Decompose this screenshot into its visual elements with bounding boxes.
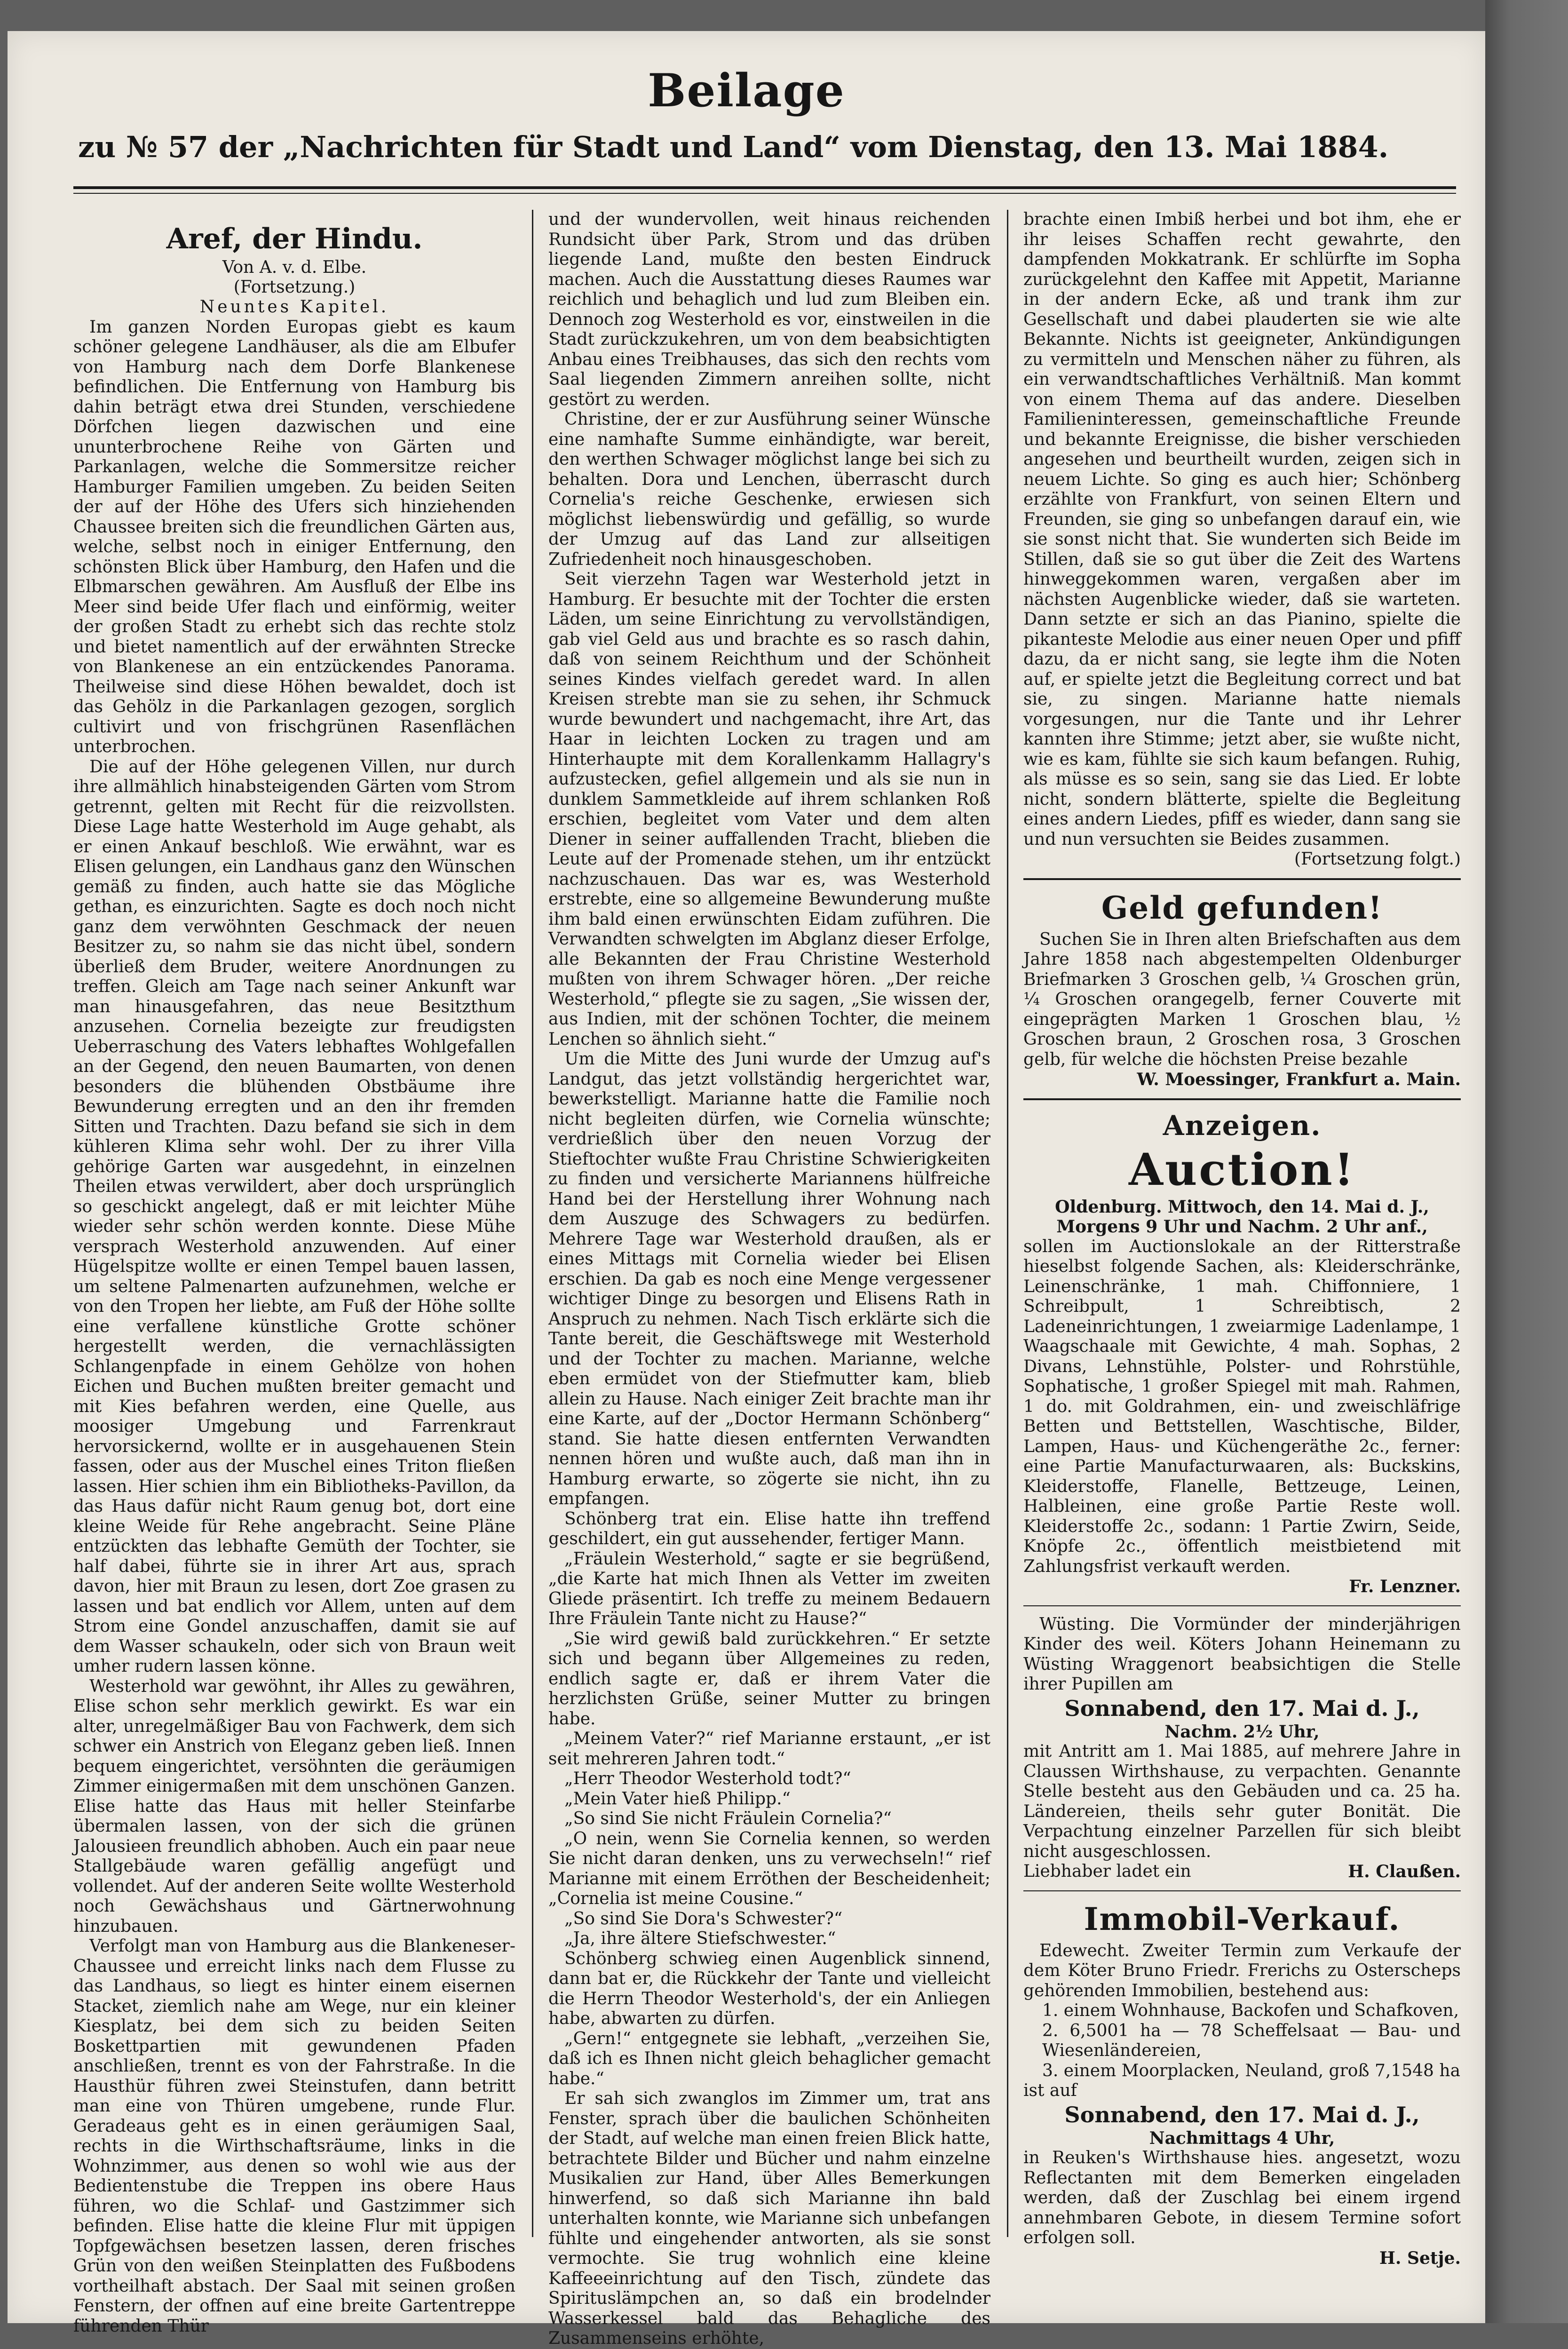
ad-text: mit Antritt am 1. Mai 1885, auf mehrere Jahre in Claussen Wirthshause, zu verpachten. Genannte Stelle besteht aus den Gebäuden und ca. 25 ha. Ländereien, theils sehr guter Bonität. Die Verpachtung einzelner Parzellen für sich bleibt nicht ausgeschlossen. bbox=[1023, 1742, 1461, 1861]
column-3 bbox=[1023, 210, 1461, 2268]
ad-text: Wüsting. Die Vormünder der minderjährigen Kinder des weil. Köters Johann Heinemann zu Wüsting Wraggenort beabsichtigen die Stelle ihrer Pupillen am bbox=[1023, 1614, 1461, 1694]
paragraph: und der wundervollen, weit hinaus reichenden Rundsicht über Park, Strom und das drüben liegende Land, mußte den besten Eindruck machen. Auch die Ausstattung dieses Raumes war reichlich und behaglich und lud zum Bleiben ein. Dennoch zog Westerhold es vor, einstweilen in die Stadt zurückzukehren, um von dem beabsichtigten Anbau eines Treibhauses, das sich den rechts vom Saal liegenden Zimmern anreihen sollte, nicht gestört zu werden. bbox=[548, 210, 990, 409]
paragraph: Er sah sich zwanglos im Zimmer um, trat ans Fenster, sprach über die baulichen Schönheiten der Stadt, auf welche man einen freien Blick hatte, betrachtete Bilder und Bücher und nahm einzelne Musikalien zur Hand, über Alles Bemerkungen hinwerfend, so daß sich Marianne ihn bald unterhalten konnte, wie Marianne sich unbefangen fühlte und eingehender antworten, als sie sonst vermochte. Sie trug wohnlich eine kleine Kaffeeeinrichtung auf den Tisch, zündete das Spirituslämpchen an, so daß ein brodelnder Wasserkessel bald das Behagliche des Zusammenseins erhöhte, bbox=[548, 2089, 990, 2348]
ad-title: Geld gefunden! bbox=[1101, 889, 1383, 926]
paragraph: „Meinem Vater?“ rief Marianne erstaunt, „er ist seit mehreren Jahren todt.“ bbox=[548, 1729, 990, 1769]
ad-signature: Fr. Lenzner. bbox=[1349, 1577, 1461, 1596]
ad-geld-gefunden bbox=[1023, 889, 1461, 1090]
paragraph: Verfolgt man von Hamburg aus die Blankeneser-Chaussee und erreicht links nach dem Flusse zu das Landhaus, so liegt es hinter einem eisernen Stacket, ziemlich nahe am Wege, nur ein kleiner Kiesplatz, bei dem sich zu beiden Seiten Boskettpartien mit gewundenen Pfaden anschließen, trennt es von der Fahrstraße. In die Hausthür führen zwei Steinstufen, dann betritt man eine von Thüren umgebene, runde Flur. Geradeaus geht es in einen geräumigen Saal, rechts in die Wirthschaftsräume, links in die Wohnzimmer, aus denen so wohl wie aus der Bedientenstube die Treppen ins obere Haus führen, wo die Schlaf- und Gastzimmer sich befinden. Elise hatte die kleine Flur mit üppigen Topfgewächsen besetzen lassen, deren frisches Grün von den weißen Steinplatten des Fußbodens vortheilhaft abstach. Der Saal mit seinen großen Fenstern, der offnen auf eine breite Gartentreppe führenden Thür bbox=[73, 1936, 515, 2336]
paragraph: brachte einen Imbiß herbei und bot ihm, ehe er ihr leises Schaffen recht gewahrte, den dampfenden Mokkatrank. Er schlürfte im Sopha zurückgelehnt den Kaffee mit Appetit, Marianne in der andern Ecke, aß und trank ihm zur Gesellschaft und dabei plauderten sie wie alte Bekannte. Nichts ist geeigneter, Ankündigungen zu vermitteln und Menschen näher zu führen, als ein verwandtschaftliches Verhältniß. Man kommt von einem Thema auf das andere. Dieselben Familieninteressen, gemeinschaftliche Freunde und bekannte Ereignisse, die bisher verschieden angesehen und beurtheilt wurden, zeigen sich in neuem Lichte. So ging es auch hier; Schönberg erzählte von Frankfurt, von seinen Eltern und Freunden, sie ging so unbefangen darauf ein, wie sie sonst nicht that. Sie wunderten sich Beide im Stillen, daß sie so gut über die Zeit des Wartens hinweggekommen waren, vergaßen aber im nächsten Augenblicke wieder, daß sie warteten. Dann setzte er sich an das Pianino, spielte die pikanteste Melodie aus einer neuen Oper und pfiff dazu, da er nicht sang, sie legte ihm die Noten auf, er spielte jetzt die Begleitung correct und bat sie, zu singen. Marianne hatte niemals vorgesungen, nur die Tante und ihr Lehrer kannten ihre Stimme; jetzt aber, sie wußte nicht, wie es kam, fühlte sie sich kaum befangen. Ruhig, als müsse es so sein, sang sie das Lied. Er lobte nicht, sondern blätterte, spielte die Begleitung eines andern Liedes, pfiff es wieder, dann sang sie und nun versuchten sie Beides zusammen. bbox=[1023, 210, 1461, 849]
paragraph: Schönberg schwieg einen Augenblick sinnend, dann bat er, die Rückkehr der Tante und vielleicht die Herrn Theodor Westerhold's, der ein Anliegen habe, abwarten zu dürfen. bbox=[548, 1949, 990, 2028]
ad-text: Edewecht. Zweiter Termin zum Verkaufe der dem Köter Bruno Friedr. Frerichs zu Osterscheps gehörenden Immobilien, bestehend aus: bbox=[1023, 1941, 1461, 2000]
ad-date: Sonnabend, den 17. Mai d. J., bbox=[1064, 2102, 1420, 2127]
column-divider bbox=[532, 210, 533, 2237]
ad-text: Suchen Sie in Ihren alten Briefschaften aus dem Jahre 1858 nach abgestempelten Oldenburger Briefmarken 3 Groschen gelb, ¼ Groschen grün, ¼ Groschen orangegelb, ferner Couverte mit eingeprägten Marken 1 Groschen blau, ½ Groschen braun, 2 Groschen rosa, 3 Groschen gelb, für welche die höchsten Preise bezahle bbox=[1023, 929, 1461, 1069]
ad-time: Nachm. 2½ Uhr, bbox=[1164, 1722, 1320, 1742]
newspaper-page bbox=[8, 31, 1485, 2348]
masthead-subtitle: zu № 57 der „Nachrichten für Stadt und Land“ vom Dienstag, den 13. Mai 1884. bbox=[78, 130, 1389, 164]
paragraph: Um die Mitte des Juni wurde der Umzug auf's Landgut, das jetzt vollständig hergerichtet war, bewerkstelligt. Marianne hatte die Familie noch nicht begleiten dürfen, wie Cornelia wünschte; verdrießlich über den neuen Vorzug der Stieftochter wußte Frau Christine Schwierigkeiten zu finden und versicherte Mariannens hülfreiche Hand bei der Herstellung ihrer Wohnung nach dem Auszuge des Schwagers zu bedürfen. Mehrere Tage war Westerhold draußen, als er eines Mittags mit Cornelia wieder bei Elisen erschien. Da gab es noch eine Menge vergessener wichtiger Dinge zu besorgen und Elisens Rath in Anspruch zu nehmen. Nach Tisch erklärte sich die Tante bereit, die Geschäftswege mit Westerhold und der Tochter zu machen. Marianne, welche eben ermüdet von der Stiefmutter kam, blieb allein zu Hause. Nach einiger Zeit brachte man ihr eine Karte, auf der „Doctor Hermann Schönberg“ stand. Sie hatte diesen entfernten Verwandten nennen hören und wußte auch, daß man ihn in Hamburg erwarte, so zögerte sie nicht, ihn zu empfangen. bbox=[548, 1049, 990, 1508]
masthead-rule-thin bbox=[73, 193, 1456, 194]
ad-divider bbox=[1023, 878, 1461, 880]
ad-footer-text: Liebhaber ladet ein bbox=[1023, 1862, 1191, 1881]
story-title: Aref, der Hindu. bbox=[166, 222, 423, 255]
section-heading-anzeigen: Anzeigen. bbox=[1163, 1109, 1322, 1142]
column-divider bbox=[1007, 210, 1008, 2237]
paragraph: „Fräulein Westerhold,“ sagte er sie begrüßend, „die Karte hat mich Ihnen als Vetter im zweiten Gliede präsentirt. Ich treffe zu meinem Bedauern Ihre Fräulein Tante nicht zu Hause?“ bbox=[548, 1549, 990, 1628]
ad-footer bbox=[1023, 1862, 1461, 1882]
paragraph: Im ganzen Norden Europas giebt es kaum schöner gelegene Landhäuser, als die am Elbufer von Hamburg nach dem Dorfe Blankenese befindlichen. Die Entfernung von Hamburg bis dahin beträgt etwa drei Stunden, verschiedene Dörfchen liegen dazwischen und eine ununterbrochene Reihe von Gärten und Parkanlagen, welche die Sommersitze reicher Hamburger Familien umgeben. Zu beiden Seiten der auf der Höhe des Ufers sich hinziehenden Chaussee breiten sich die freundlichen Gärten aus, welche, selbst noch in einiger Entfernung, den schönsten Blick über Hamburg, den Hafen und die Elbmarschen gewähren. Am Ausfluß der Elbe ins Meer sind beide Ufer flach und einförmig, weiter der großen Stadt zu erhebt sich das rechte stolz und bietet namentlich auf der erwähnten Strecke von Blankenese an ein entzückendes Panorama. Theilweise sind diese Höhen bewaldet, doch ist das Gehölz in die Parkanlagen gezogen, sorglich cultivirt und von frischgrünen Rasenflächen unterbrochen. bbox=[73, 317, 515, 756]
ad-wuesting bbox=[1023, 1615, 1461, 1882]
ad-signature: W. Moessinger, Frankfurt a. Main. bbox=[1137, 1070, 1461, 1089]
list-item: 2. 6,5001 ha — 78 Scheffelsaat — Bau- und Wiesenländereien, bbox=[1042, 2021, 1461, 2060]
paragraph: „O nein, wenn Sie Cornelia kennen, so werden Sie nicht daran denken, uns zu verwechseln!“ rief Marianne mit einem Erröthen der Bescheidenheit; „Cornelia ist meine Cousine.“ bbox=[548, 1829, 990, 1908]
masthead-rule bbox=[73, 186, 1456, 189]
ad-title: Immobil-Verkauf. bbox=[1084, 1900, 1401, 1937]
column-2 bbox=[548, 210, 990, 2348]
paragraph: „Mein Vater hieß Philipp.“ bbox=[564, 1789, 791, 1809]
list-item: 1. einem Wohnhause, Backofen und Schafkoven, bbox=[1042, 2001, 1459, 2020]
ad-divider bbox=[1023, 1605, 1461, 1606]
masthead-title: Beilage bbox=[648, 64, 845, 117]
story-byline: Von A. v. d. Elbe. bbox=[222, 258, 367, 277]
ad-text: in Reuken's Wirthshause hies. angesetzt, wozu Reflectanten mit dem Bemerken eingeladen werden, daß der Zuschlag bei einem irgend annehmbaren Gebote, in diesem Termine sofort erfolgen soll. bbox=[1023, 2148, 1461, 2247]
ad-time: Nachmittags 4 Uhr, bbox=[1149, 2128, 1335, 2148]
list-item: 3. einem Moorplacken, Neuland, groß 7,1548 ha bbox=[1042, 2061, 1461, 2080]
ad-text: ist auf bbox=[1023, 2081, 1077, 2100]
ad-signature: H. Setje. bbox=[1379, 2248, 1461, 2268]
ad-divider bbox=[1023, 1890, 1461, 1891]
story-continued-note: (Fortsetzung folgt.) bbox=[1294, 849, 1461, 869]
paragraph: „So sind Sie nicht Fräulein Cornelia?“ bbox=[564, 1809, 892, 1828]
paragraph: „So sind Sie Dora's Schwester?“ bbox=[564, 1909, 843, 1928]
paragraph: Schönberg trat ein. Elise hatte ihn treffend geschildert, ein gut aussehender, fertiger Mann. bbox=[548, 1509, 990, 1548]
paragraph: Die auf der Höhe gelegenen Villen, nur durch ihre allmählich hinabsteigenden Gärten vom Strom getrennt, gelten mit Recht für die reizvollsten. Diese Lage hatte Westerhold im Auge gehabt, als er einen Ankauf beschloß. Wie erwähnt, war es Elisen gelungen, ein Landhaus ganz den Wünschen gemäß zu finden, auch hatte sie das Mögliche gethan, es einzurichten. Sagte es doch noch nicht ganz dem verwöhnten Geschmack der neuen Besitzer zu, so nahm sie das nicht übel, sondern überließ dem Bruder, weitere Anordnungen zu treffen. Gleich am Tage nach seiner Ankunft war man hinausgefahren, das neue Besitzthum anzusehen. Cornelia bezeigte zur freudigsten Ueberraschung des Vaters lebhaftes Wohlgefallen an der Gegend, den neuen Baumarten, von denen besonders die blühenden Obstbäume ihre Bewunderung erregten und an den ihr fremden Sitten und Trachten. Dazu befand sie sich in dem kühleren Klima sehr wohl. Der zu ihrer Villa gehörige Garten war ausgedehnt, in einzelnen Theilen etwas verwildert, aber doch ursprünglich so geschickt angelegt, daß er mit leichter Mühe wieder sehr schön werden konnte. Diese Mühe versprach Westerhold anzuwenden. Auf einer Hügelspitze wollte er einen Tempel bauen lassen, um seltene Palmenarten aufzunehmen, welche er von den Tropen her liebte, am Fuß der Höhe sollte eine verfallene künstliche Grotte schöner hergestellt werden, die vernachlässigten Schlangenpfade in einem Gehölze von hohen Eichen und Buchen mußten breiter gemacht und mit Kies befahren werden, eine Quelle, aus moosiger Umgebung und Farrenkraut hervorsickernd, wollte er in ausgehauenen Stein fassen, oder aus der Muschel eines Triton fließen lassen. Hier schien ihm ein Bibliotheks-Pavillon, da das Haus dafür nicht Raum genug bot, dort eine kleine Weide für Rehe angebracht. Seine Pläne entzückten das lebhafte Gemüth der Tochter, sie half dabei, führte sie in ihrer Art aus, sprach davon, hier mit Braun zu lesen, dort Zoe grasen zu lassen und bat endlich vor Allem, unten auf dem Strom eine Gondel anzuschaffen, damit sie auf dem Wasser schaukeln, oder sich von Braun weit umher rudern lassen könne. bbox=[73, 757, 515, 1676]
paragraph: „Herr Theodor Westerhold todt?“ bbox=[564, 1769, 851, 1788]
paragraph: „Gern!“ entgegnete sie lebhaft, „verzeihen Sie, daß ich es Ihnen nicht gleich behaglicher gemacht habe.“ bbox=[548, 2029, 990, 2088]
paragraph: Westerhold war gewöhnt, ihr Alles zu gewähren, Elise schon sehr merklich gewirkt. Es war ein alter, unregelmäßiger Bau von Fachwerk, dem sich schwer ein Anstrich von Eleganz geben ließ. Innen bequem eingerichtet, versöhnten die geräumigen Zimmer einigermaßen mit dem unschönen Ganzen. Elise hatte das Haus mit heller Steinfarbe übermalen lassen, von der sich die grünen Jalousieen freundlich abhoben. Auch ein paar neue Stallgebäude waren gefällig angefügt und vollendet. Auf der anderen Seite wollte Westerhold noch Gewächshaus und Gärtnerwohnung hinzubauen. bbox=[73, 1676, 515, 1936]
paragraph: „Sie wird gewiß bald zurückkehren.“ Er setzte sich und begann über Allgemeines zu reden, endlich sagte er, daß er ihrem Vater die herzlichsten Grüße, seiner Mutter zu bringen habe. bbox=[548, 1629, 990, 1729]
paragraph: Seit vierzehn Tagen war Westerhold jetzt in Hamburg. Er besuchte mit der Tochter die ersten Läden, um seine Einrichtung zu vervollständigen, gab viel Geld aus und brachte es so rasch dahin, daß von seinem Reichthum und der Schönheit seines Kindes vielfach geredet ward. In allen Kreisen strebte man sie zu sehen, ihr Schmuck wurde bewundert und nachgemacht, ihre Art, das Haar in leichten Locken zu tragen und am Hinterhaupte mit dem Korallenkamm Hallagry's aufzustecken, gefiel allgemein und als sie nun in dunklem Sammetkleide auf ihrem schlanken Roß erschien, begleitet vom Vater und dem alten Diener in seiner auffallenden Tracht, blieben die Leute auf der Promenade stehen, um ihr entzückt nachzuschauen. Das war es, was Westerhold erstrebte, eine so allgemeine Bewunderung mußte ihm bald einen erwünschten Eidam zuführen. Die Verwandten schwelgten im Abglanz dieser Erfolge, alle Bekannten der Frau Christine Westerhold mußten von ihrem Schwager hören. „Der reiche Westerhold,“ pflegte sie zu sagen, „Sie wissen der, aus Indien, mit der schönen Tochter, die meinem Lenchen so ähnlich sieht.“ bbox=[548, 570, 990, 1049]
ad-immobil-verkauf bbox=[1023, 1900, 1461, 2269]
ad-auction bbox=[1023, 1109, 1461, 1597]
ad-date-line: Oldenburg. Mittwoch, den 14. Mai d. J., Morgens 9 Uhr und Nachm. 2 Uhr anf., bbox=[1055, 1197, 1429, 1237]
ad-divider bbox=[1023, 1098, 1461, 1100]
paragraph: Christine, der er zur Ausführung seiner Wünsche eine namhafte Summe einhändigte, war bereit, den werthen Schwager möglichst lange bei sich zu behalten. Dora und Lenchen, überrascht durch Cornelia's reiche Geschenke, erwiesen sich möglichst liebenswürdig und gefällig, so wurde der Umzug auf das Land zur allseitigen Zufriedenheit noch hinausgeschoben. bbox=[548, 410, 990, 569]
ad-text: sollen im Auctionslokale an der Ritterstraße hieselbst folgende Sachen, als: Kleiderschränke, Leinenschränke, 1 mah. Chiffonniere, 1 Schreibpult, 1 Schreibtisch, 2 Ladeneinrichtungen, 1 zweiarmige Ladenlampe, 1 Waagschaale mit Gewichte, 4 mah. Sophas, 2 Divans, Lehnstühle, Polster- und Rohrstühle, Sophatische, 1 großer Spiegel mit mah. Rahmen, 1 do. mit Goldrahmen, ein- und zweischläfrige Betten und Bettstellen, Waschtische, Bilder, Lampen, Haus- und Küchengeräthe 2c., ferner: eine Partie Manufacturwaaren, als: Buckskins, Kleiderstoffe, Flanelle, Bettzeuge, Leinen, Halbleinen, eine große Partie Reste woll. Kleiderstoffe 2c., sodann: 1 Partie Zwirn, Seide, Knöpfe 2c., öffentlich meistbietend mit Zahlungsfrist verkauft werden. bbox=[1023, 1237, 1461, 1576]
ad-title: Auction! bbox=[1129, 1143, 1355, 1196]
page-edge-shadow bbox=[1485, 0, 1568, 2323]
column-1 bbox=[73, 210, 515, 2336]
paragraph: „Ja, ihre ältere Stiefschwester.“ bbox=[564, 1929, 836, 1948]
story-continuation: (Fortsetzung.) bbox=[233, 278, 356, 297]
ad-signature: H. Claußen. bbox=[1348, 1862, 1461, 1881]
chapter-heading: Neuntes Kapitel. bbox=[199, 297, 389, 317]
ad-date: Sonnabend, den 17. Mai d. J., bbox=[1064, 1695, 1420, 1721]
